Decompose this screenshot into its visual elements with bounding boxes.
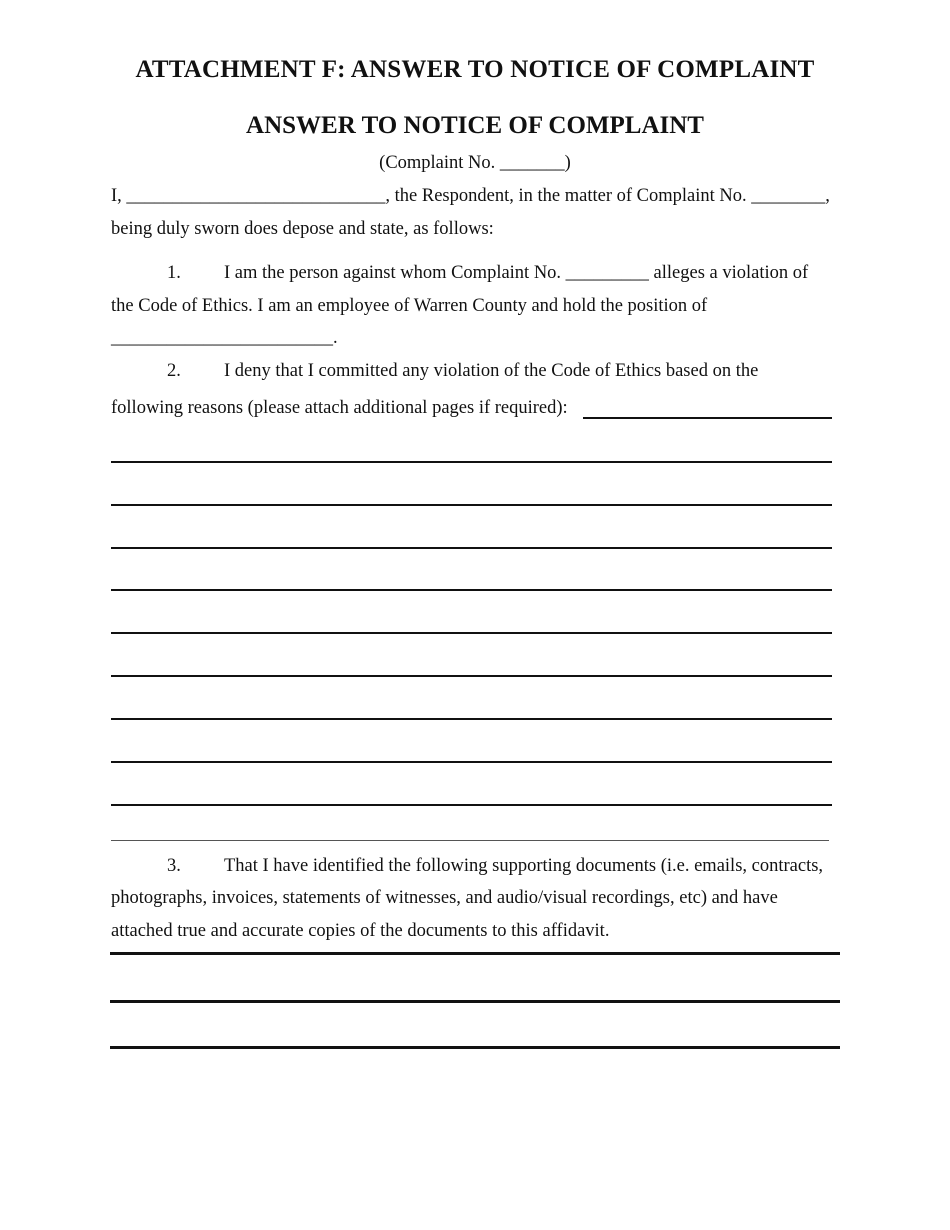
item-1-line-2: the Code of Ethics. I am an employee of Warren County and hold the position of xyxy=(111,296,708,316)
documents-line[interactable] xyxy=(110,952,840,955)
form-title: ANSWER TO NOTICE OF COMPLAINT xyxy=(246,112,704,139)
item-3-line-1: That I have identified the following supporting documents (i.e. emails, contracts, xyxy=(224,856,824,876)
reasons-line[interactable] xyxy=(111,675,832,677)
reasons-blank-first[interactable] xyxy=(583,417,832,419)
item-3-line-2: photographs, invoices, statements of witnesses, and audio/visual recordings, etc) and have xyxy=(111,888,778,908)
documents-line[interactable] xyxy=(110,1046,840,1049)
reasons-line[interactable] xyxy=(111,547,832,549)
item-2-line-1: I deny that I committed any violation of the Code of Ethics based on the xyxy=(224,361,759,381)
intro-line-2: being duly sworn does depose and state, as follows: xyxy=(111,219,494,239)
item-1-line-1: I am the person against whom Complaint No. _________ alleges a violation of xyxy=(224,263,809,283)
reasons-line-last[interactable] xyxy=(111,840,829,841)
reasons-line[interactable] xyxy=(111,804,832,806)
item-3-line-3: attached true and accurate copies of the documents to this affidavit. xyxy=(111,921,610,941)
attachment-title: ATTACHMENT F: ANSWER TO NOTICE OF COMPLAINT xyxy=(135,56,815,83)
reasons-line[interactable] xyxy=(111,761,832,763)
intro-line-1: I, ____________________________, the Respondent, in the matter of Complaint No. ________, xyxy=(111,186,830,206)
reasons-line[interactable] xyxy=(111,632,832,634)
reasons-line[interactable] xyxy=(111,504,832,506)
item-1-number: 1. xyxy=(167,263,181,283)
documents-line[interactable] xyxy=(110,1000,840,1003)
complaint-number-line: (Complaint No. _______) xyxy=(379,153,571,173)
item-2-number: 2. xyxy=(167,361,181,381)
reasons-line[interactable] xyxy=(111,718,832,720)
item-3-number: 3. xyxy=(167,856,181,876)
reasons-line[interactable] xyxy=(111,589,832,591)
item-2-line-2: following reasons (please attach additional pages if required): xyxy=(111,398,568,418)
item-1-position-blank: ________________________. xyxy=(111,328,338,348)
reasons-line[interactable] xyxy=(111,461,832,463)
